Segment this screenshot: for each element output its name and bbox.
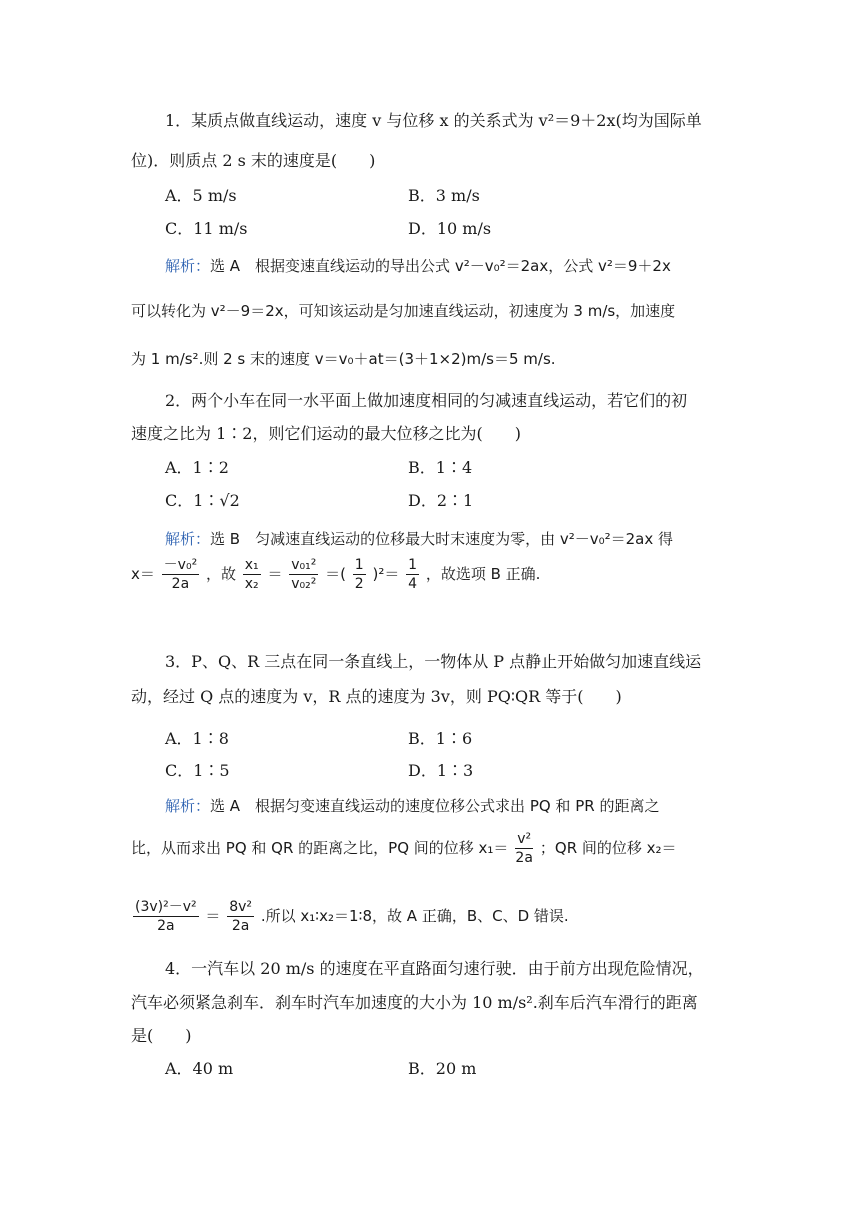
q4-stem-line3: 是( )	[131, 1026, 192, 1045]
fraction	[243, 556, 261, 593]
q1-analysis-text1: 选 A 根据变速直线运动的导出公式 v²－v₀²＝2ax，公式 v²＝9＋2x	[210, 257, 671, 275]
q3-analysis-line3	[131, 898, 731, 935]
fraction-denominator: 2	[354, 576, 364, 592]
q3-eq: ＝	[205, 907, 221, 925]
fraction-numerator: 8v²	[229, 899, 253, 915]
fraction-numerator: x₁	[244, 557, 259, 573]
fraction	[406, 556, 419, 593]
q1-analysis-line1	[165, 255, 765, 277]
q3-option-d: D．1∶3	[408, 761, 474, 780]
q3-option-c: C．1∶5	[165, 761, 230, 780]
q1-analysis-line3: 为 1 m/s².则 2 s 末的速度 v＝v₀＋at＝(3＋1×2)m/s＝5 m/s.	[131, 350, 556, 368]
q2-text-mid: ，故	[205, 565, 236, 583]
analysis-tag: 解析：	[165, 797, 211, 815]
fraction	[353, 556, 366, 593]
fraction	[289, 556, 318, 593]
analysis-tag: 解析：	[165, 530, 211, 548]
fraction-numerator: 1	[354, 557, 364, 573]
fraction-numerator: 1	[408, 557, 418, 573]
q1-option-a: A．5 m/s	[165, 186, 237, 205]
fraction-denominator: 2a	[171, 576, 190, 592]
q2-stem-line2: 速度之比为 1∶2，则它们运动的最大位移之比为( )	[131, 424, 521, 443]
q3-text-pre: 比，从而求出 PQ 和 QR 的距离之比，PQ 间的位移 x₁＝	[131, 839, 509, 857]
fraction-denominator: 2a	[231, 918, 250, 934]
q4-stem-line1: 4．一汽车以 20 m/s 的速度在平直路面匀速行驶．由于前方出现危险情况，	[165, 959, 704, 978]
q2-stem-line1: 2．两个小车在同一水平面上做加速度相同的匀减速直线运动，若它们的初	[165, 391, 688, 410]
q2-eq: ＝	[267, 565, 283, 583]
q1-stem-line2: 位)．则质点 2 s 末的速度是( )	[131, 151, 376, 170]
q3-option-b: B．1∶6	[408, 729, 473, 748]
q2-option-d: D．2∶1	[408, 491, 474, 510]
fraction-numerator: －v₀²	[163, 557, 198, 573]
q1-stem-line1: 1．某质点做直线运动，速度 v 与位移 x 的关系式为 v²＝9＋2x(均为国际单	[165, 111, 702, 130]
q2-analysis-line1	[165, 528, 765, 550]
fraction-denominator: 2a	[157, 918, 175, 934]
q4-option-b: B．20 m	[408, 1059, 477, 1078]
q2-x-eq: x＝	[131, 565, 155, 583]
q4-option-a: A．40 m	[165, 1059, 234, 1078]
q2-conclusion: ，故选项 B 正确.	[425, 565, 541, 583]
q3-stem-line1: 3．P、Q、R 三点在同一条直线上，一物体从 P 点静止开始做匀加速直线运	[165, 652, 702, 671]
fraction	[133, 898, 199, 935]
fraction-numerator: (3v)²－v²	[135, 899, 197, 915]
fraction-numerator: v²	[517, 831, 532, 847]
q2-option-a: A．1∶2	[165, 458, 229, 477]
q1-option-d: D．10 m/s	[408, 219, 492, 238]
q2-eq2: ＝(	[325, 565, 347, 583]
q3-conclusion: .所以 x₁∶x₂＝1∶8，故 A 正确，B、C、D 错误.	[260, 907, 569, 925]
q3-option-a: A．1∶8	[165, 729, 229, 748]
fraction	[227, 898, 254, 935]
fraction-denominator: x₂	[244, 576, 259, 592]
fraction-numerator: v₀₁²	[291, 557, 317, 573]
q3-analysis-line1	[165, 795, 765, 817]
q2-power: )²＝	[372, 565, 400, 583]
q3-text-post: ；QR 间的位移 x₂＝	[539, 839, 677, 857]
q2-option-b: B．1∶4	[408, 458, 473, 477]
fraction-denominator: v₀₂²	[291, 576, 317, 592]
fraction	[162, 556, 200, 593]
q2-analysis-text1: 选 B 匀减速直线运动的位移最大时末速度为零，由 v²－v₀²＝2ax 得	[210, 530, 674, 548]
q2-option-c: C．1∶√2	[165, 491, 240, 510]
q1-analysis-line2: 可以转化为 v²－9＝2x，可知该运动是匀加速直线运动，初速度为 3 m/s，加速度	[131, 302, 676, 320]
q3-analysis-text1: 选 A 根据匀变速直线运动的速度位移公式求出 PQ 和 PR 的距离之	[210, 797, 660, 815]
analysis-tag: 解析：	[165, 257, 211, 275]
q1-option-c: C．11 m/s	[165, 219, 248, 238]
q3-analysis-line2	[131, 830, 731, 867]
q2-analysis-line2	[131, 556, 731, 593]
q3-stem-line2: 动，经过 Q 点的速度为 v，R 点的速度为 3v，则 PQ∶QR 等于( )	[131, 687, 622, 706]
fraction	[515, 830, 533, 867]
q4-stem-line2: 汽车必须紧急刹车．刹车时汽车加速度的大小为 10 m/s².刹车后汽车滑行的距离	[131, 993, 698, 1012]
fraction-denominator: 4	[408, 576, 418, 592]
q1-option-b: B．3 m/s	[408, 186, 480, 205]
fraction-denominator: 2a	[515, 850, 533, 866]
